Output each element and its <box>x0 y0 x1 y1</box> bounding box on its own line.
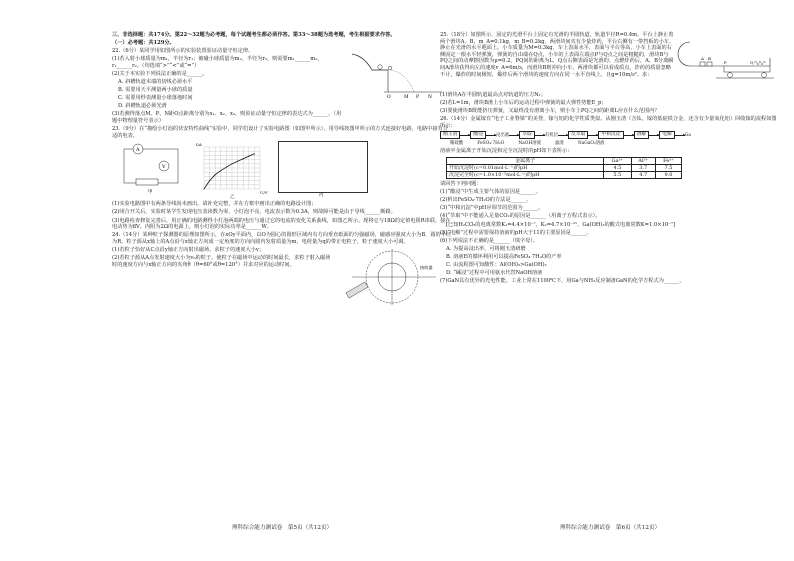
q22-block <box>112 48 452 126</box>
fig-label-n: N <box>428 95 432 101</box>
q23-circuit-figure <box>118 141 186 195</box>
flow-step-9: Ga <box>684 132 691 138</box>
flow-sub-0: 稀硫酸 <box>450 141 464 147</box>
flow-step-0: 刚玉渣 <box>440 131 460 139</box>
q26-opt-b: B. 溶液E的循环利用可以提高FeSO₄·7H₂O的产率 <box>446 253 562 260</box>
table-row <box>447 172 682 179</box>
q24-p1: (1)若粒子恰好从C点沿y轴正方向射出磁场，求粒子的速度大小v； <box>112 246 265 253</box>
section-header: 三、非选择题：共174分。第22～32题为必考题，每个试题考生都必须作答。第33～38题为选考题，考生根据要求作答。 <box>112 32 396 38</box>
table-cell: 4.5 <box>604 165 631 172</box>
table-header: Ga³⁺ <box>604 158 631 165</box>
q22-opt-a: A. 斜槽轨道末端的切线必须水平 <box>118 79 193 86</box>
fig-label-bing: 丙 <box>319 192 324 198</box>
q26-opt-d: D. “碱浸”过程中可用氨水代替NaOH溶液 <box>446 270 543 277</box>
table-row <box>447 165 682 172</box>
fig-label-m: M <box>404 95 409 101</box>
q26-p-intro: 请回答下列问题： <box>440 181 482 188</box>
q26-p1: (1)“酸浸”中生成主要气体的原因是______。 <box>440 189 541 196</box>
chart-xlabel: U/V <box>260 190 268 196</box>
fig-label-o: O <box>387 95 391 101</box>
svg-text:A: A <box>136 147 140 154</box>
q26-opt-c: C. 由流程图可知酸性：Al(OH)₃>Ga(OH)₃ <box>446 262 547 268</box>
fig-label-a: A <box>701 56 704 61</box>
q24-block <box>112 247 452 307</box>
fig-label-jia: 甲 <box>148 190 153 196</box>
flow-sub-2: NaOH溶液 <box>518 141 542 147</box>
q26-p4b: [已知H₂CO₃的电离常数K₁=4.4×10⁻⁷，K₂=4.7×10⁻¹¹，Ga(OH)₃的酸式电离常数K=1.0×10⁻⁷] <box>446 221 676 228</box>
page-6 <box>440 32 780 532</box>
q24-p2: (2)若粒子源从A点发射速度大小为v₀的粒子，使粒子在磁场中运动的时间最长，求粒子射入磁场时的速度方向与x轴正方向的夹角θ（θ=60°或θ=120°）并求对应的运动时间。 <box>112 254 331 268</box>
flow-step-8: 电解 <box>659 131 675 139</box>
q22-opt-c: C. 需要用秒表测量小球落地时间 <box>118 95 193 102</box>
fig-label-p: P <box>416 95 420 101</box>
q23-answer-box <box>278 141 368 198</box>
required-header: （一）必考题：共129分。 <box>112 40 175 47</box>
iv-chart <box>194 141 270 199</box>
q25-block <box>440 32 780 92</box>
table-cell: 开始沉淀时(c=0.01mol·L⁻¹)的pH <box>447 165 604 172</box>
flow-step-4: 有机层 <box>544 132 558 138</box>
q26-p2: (2)析出FeSO₄·7H₂O的方法是______。 <box>440 197 532 204</box>
flow-sub-4: NaGaO₂溶液 <box>577 141 605 147</box>
q22-opt-b: B. 需要用天平测量两小球的质量 <box>118 87 193 94</box>
fig-label-b: B <box>708 56 711 61</box>
flow-step-7: 溶解 <box>634 131 650 139</box>
table-cell: 5.5 <box>604 172 631 179</box>
q26-p6: (6)下列说法不正确的是______（填字母）。 <box>440 237 539 244</box>
flow-sub-3: 滤渣 <box>555 141 564 147</box>
q26-stem: 26.（14分）金属镓有“电子工业脊梁”的美誉，镓与铝的化学性质类似。从刚玉渣（含钛、镓的低硅铁合金，还含有少量氧化铝）回收镓的流程如图所示： <box>440 116 777 129</box>
q22-stem: 22.（6分）某同学用如图所示的实验装置验证动量守恒定律。 <box>112 48 254 55</box>
q26-p5: (5)“电解”过程中需要保持溶液的pH大于11的主要原因是______。 <box>440 229 592 236</box>
q24-figure <box>332 247 442 307</box>
q26-table-intro: 溶液中金属离子开始沉淀和完全沉淀时的pH如下表所示： <box>440 148 573 155</box>
svg-text:V: V <box>162 164 166 171</box>
fig-label-q: Q <box>750 60 754 65</box>
flow-step-3: 萃取 <box>519 131 535 139</box>
table-header: 金属离子 <box>447 158 604 165</box>
q23-p3: (3)电路检查修复完善后，用正确的电路测得小灯泡两端的电压与通过它的电流的变化关系曲线，如图乙所示。现将它与18Ω的定值电阻R串联，接在电动势为8V、内阻为2Ω的电源上，则小灯泡的实际功率是______W。 <box>112 217 451 231</box>
q24-stem: 24.（14分）某种粒子探测器的原理如图所示，在xOy平面内，以O为圆心的圆形区域内有方向垂直纸面的匀强磁场，磁感应强度大小为B，圆的半径为R。粒子源从x轴上的A点沿与x轴正方向成一定角度的方向向圆内发射质量为m、电荷量为q的带正电粒子，粒子速度大小可调。 <box>112 232 452 245</box>
flow-step-2: 浸出液 <box>496 132 510 138</box>
table-header: Al³⁺ <box>631 158 655 165</box>
q26-p3: (3)“中和沉淀”中pH应调节的范围为______。 <box>440 205 544 212</box>
q26-table <box>446 157 682 179</box>
q23-p2: (2)闭合开关后，实验时某学生发现电压表读数为零，小灯泡不亮，电流表示数为0.3A，则故障可能是由于导线______断路。 <box>112 209 396 216</box>
flow-step-5: 反萃取 <box>568 131 588 139</box>
table-cell: 9.0 <box>655 172 681 179</box>
flow-step-1: 酸浸 <box>470 131 486 139</box>
table-header-row <box>447 158 682 165</box>
fig-label-yi: 乙 <box>230 195 235 200</box>
q26-p4: (4)“萃取”中不能通入足量CO₂的原因是______（用离子方程式表示）。 <box>440 213 601 220</box>
footer-page-5: 理科综合能力测试卷 第5页（共12页） <box>231 525 333 532</box>
q26-flowchart <box>440 131 780 139</box>
q23-figures <box>118 141 452 199</box>
q23-stem: 23.（9分）在“描绘小灯泡的伏安特性曲线”实验中，同学们设计了实验电路图（如图甲所示），用导线按图甲所示的方式连接好电路，电路中接有合适的电表。 <box>112 126 448 139</box>
q22-p2: (2)关于本实验下列说法正确的是______。 <box>112 70 208 77</box>
q25-figure <box>676 32 776 92</box>
q26-p7: (7)GaN具有优异的光电性能。工业上常在1100℃下，用Ga与NH₃反应制备GaN的化学方程式为______。 <box>440 278 685 285</box>
iv-curve <box>204 154 254 189</box>
table-cell: 沉淀完全时(c=1.0×10⁻⁵mol·L⁻¹)的pH <box>447 172 604 179</box>
chart-ylabel: I/A <box>196 142 202 148</box>
table-cell: 3.7 <box>631 165 655 172</box>
table-header: Fe³⁺ <box>655 158 681 165</box>
footer-page-6: 理科综合能力测试卷 第6页（共12页） <box>559 525 661 532</box>
table-cell: 4.7 <box>631 172 655 179</box>
page-5 <box>112 32 452 532</box>
table-cell: 7.5 <box>655 165 681 172</box>
receiver-label: 接收器 <box>420 264 433 270</box>
q26-flow-sub <box>440 141 780 146</box>
q25-p2: (2)若L=1m，滑块B滑上小车后的运动过程中弹簧的最大弹性势能E_p； <box>440 100 607 107</box>
flow-step-6: 中和沉淀 <box>598 131 623 139</box>
q22-p1: (1)若入射小球质量为m₁，半径为r₁；被碰小球质量为m₂，半径为r₂，则需要m₁______m₂，r₁______r₂。（均选填“>”“<”或“=”） <box>112 56 323 69</box>
q25-stem: 25.（18分）如图所示，固定的光滑平台上固定有光滑的半圆轨道，轨道半径R=0.4m，平台上静止着两个滑块A、B，m_A=0.1kg，m_B=0.2kg，两滑块间夹有少量炸药，平台右侧有一带挡板的小车，静止在光滑的水平地面上。小车质量为M=0.3kg，车上表面水平，表面与平台等高，小车上表面的右侧固定一根水平轻弹簧，弹簧的自由端在Q点，小车的上表面左端点P与Q点之间是粗糙的，滑块B与PQ之间的动摩擦因数为μ=0.2，PQ间的距离为L，Q点右侧表面是光滑的。点燃炸药后，A、B分离瞬间A滑块获得向左的速度v_A=6m/s，而滑块B则冲向小车。两滑块都可以看成质点，炸药的质量忽略不计，爆炸的时间极短，爆炸后两个滑块的速度方向在同一水平直线上，且g=10m/s²。求： <box>440 32 675 78</box>
q25-p3: (3)要使滑块B既能挤压弹簧，又最终没有滑离小车，则小车上PQ之间的距离L应在什么范围内？ <box>440 108 660 115</box>
q23-p1: (1)实验电路图中有两条导线尚未画出，请补充完整，并在方框中画出正确的电路设计图； <box>112 201 317 208</box>
fig-label-p: P <box>724 60 727 65</box>
q26-opt-a: A. 为提高浸出率，可将刚玉渣研磨 <box>446 245 526 252</box>
flow-sub-1: FeSO₄·7H₂O <box>477 141 505 147</box>
q22-p3: (3)若测得落点M、P、N距O点距离分别为x₁、x₂、x₃，则验证动量守恒定律的表达式为______。（用题中物理量符号表示） <box>112 111 342 125</box>
q22-figure <box>344 48 444 100</box>
q25-p1: (1)滑块A在半圆轨道最高点对轨道的压力N₁； <box>440 92 546 98</box>
q22-opt-d: D. 斜槽轨道必须光滑 <box>118 103 167 110</box>
